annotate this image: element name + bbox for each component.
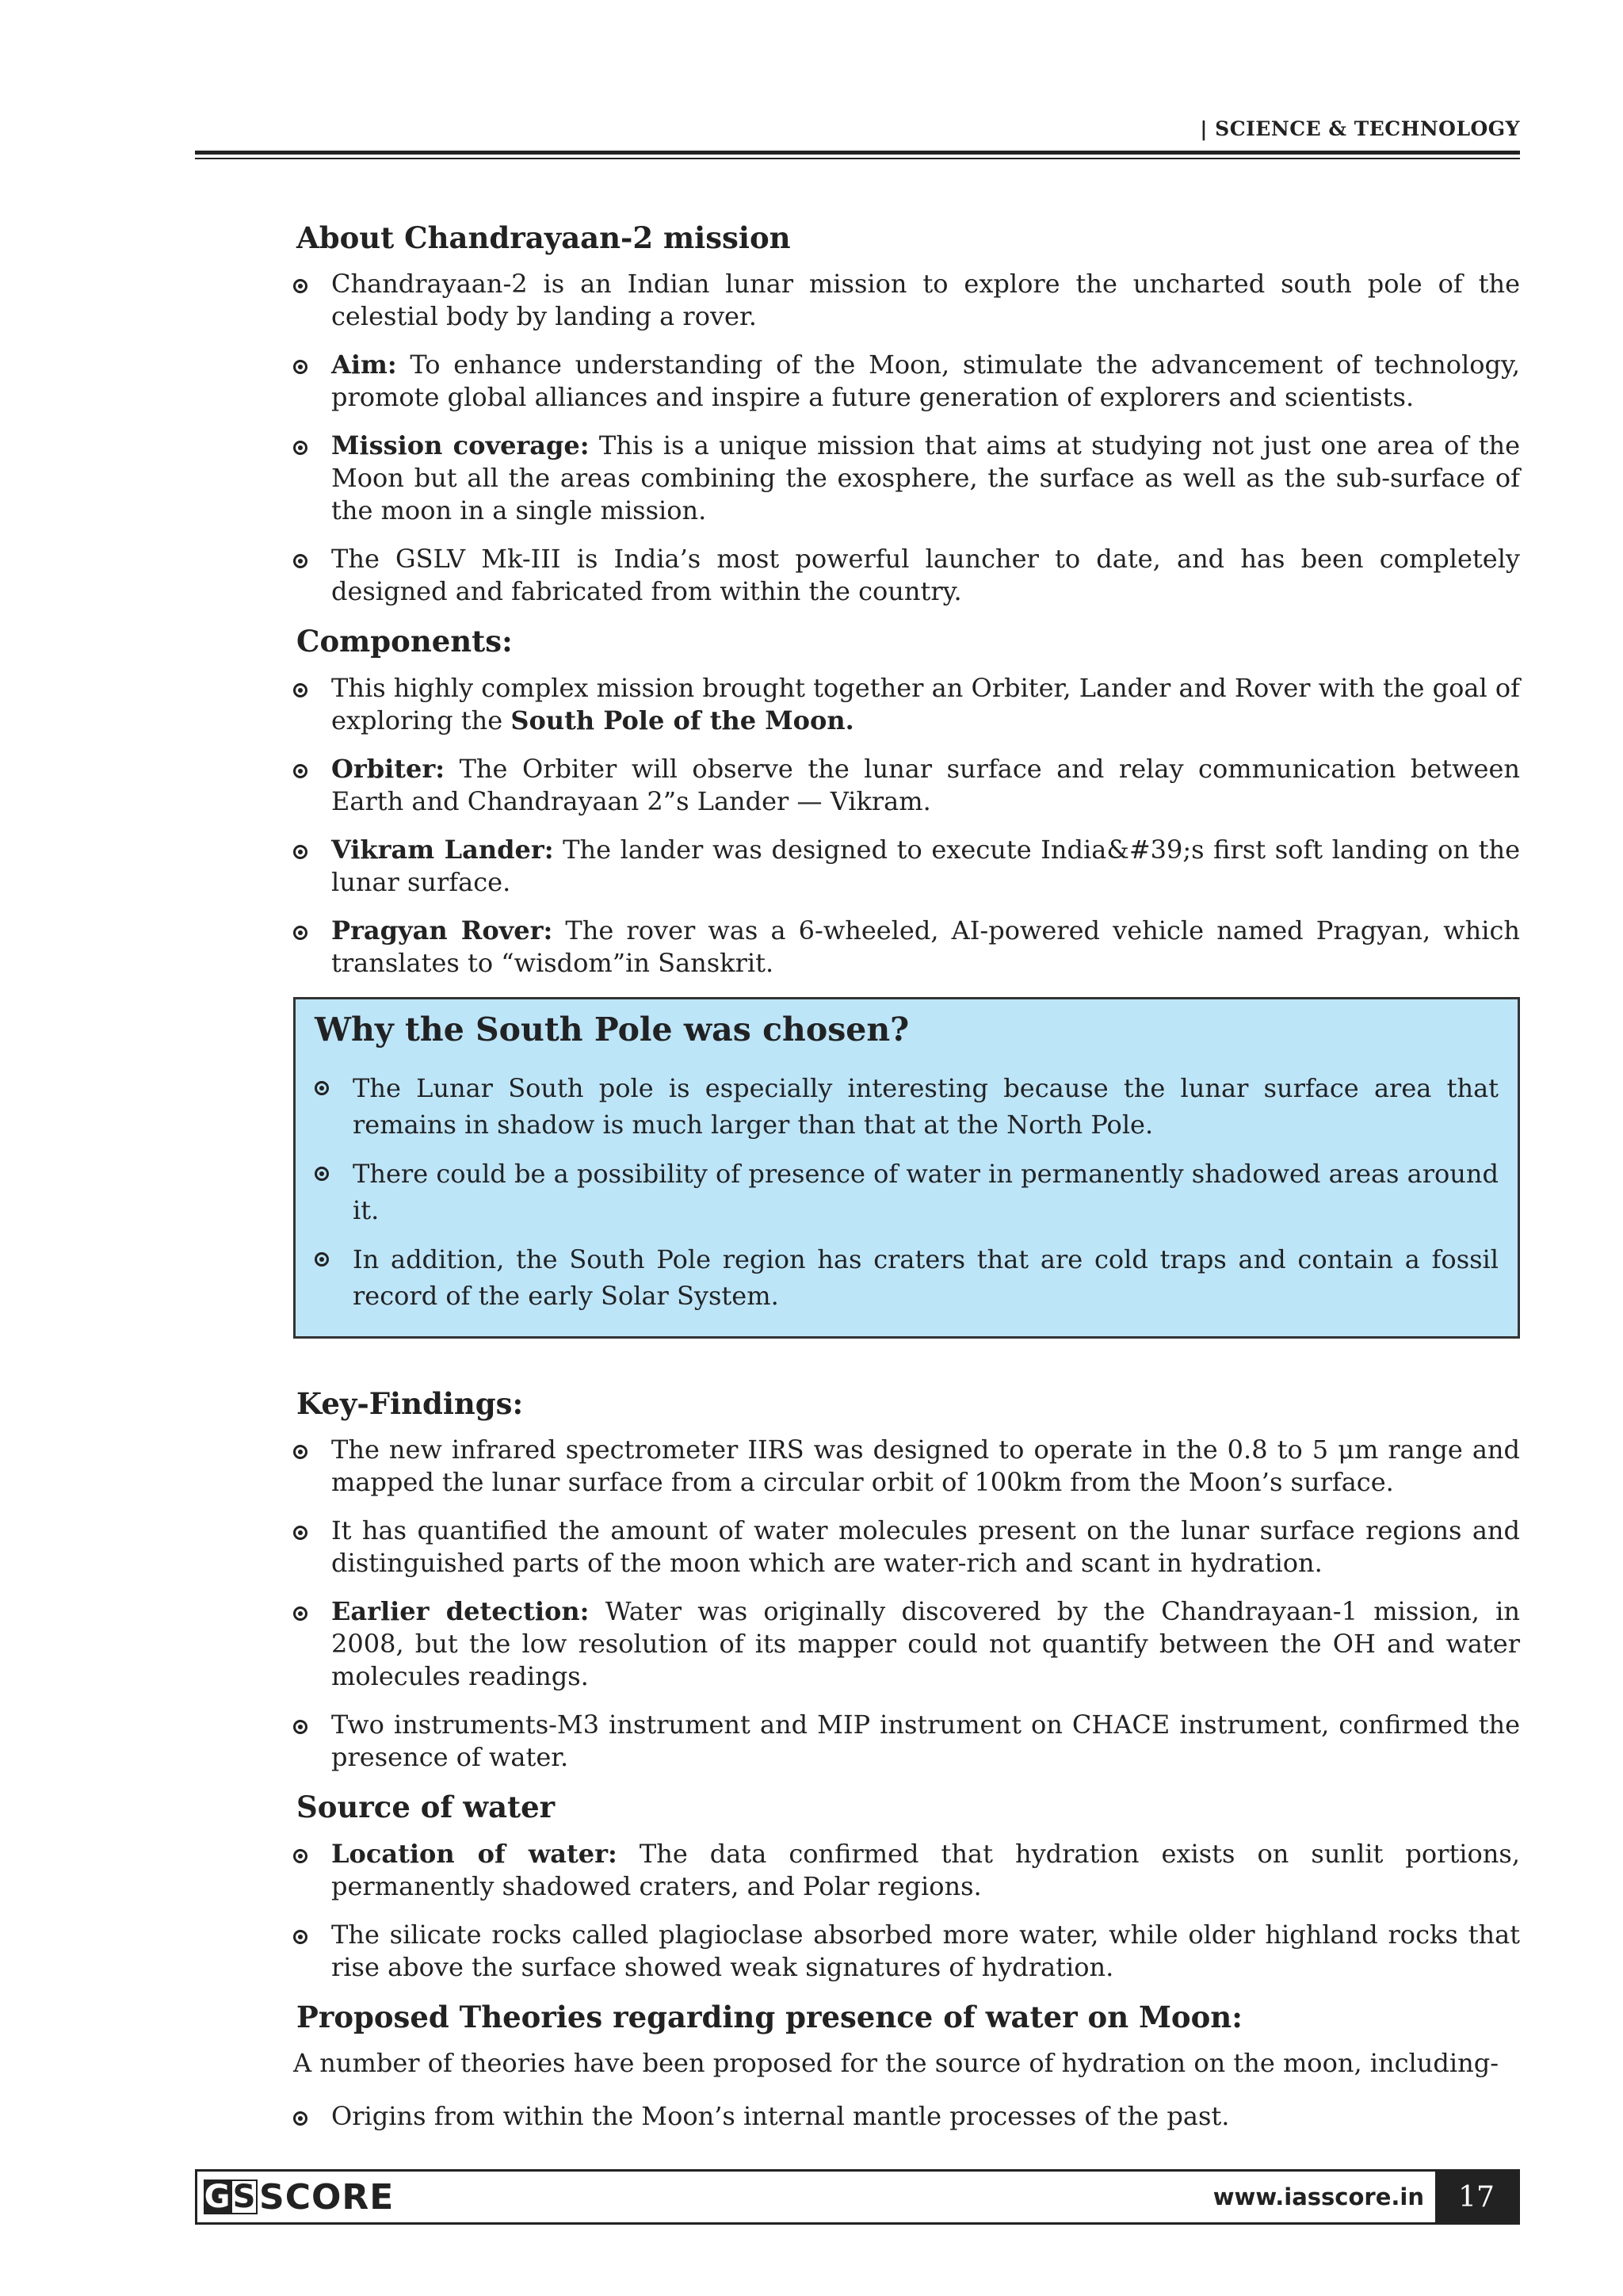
- list-item: [315, 1156, 1499, 1228]
- item-text: There could be a possibility of presence of water in permanently shadowed areas around it.: [353, 1158, 1499, 1225]
- gs-score-logo: [204, 2178, 394, 2216]
- item-text: In addition, the South Pole region has craters that are cold traps and contain a fossil record of the early Solar System.: [353, 1244, 1499, 1311]
- header-rule: [195, 151, 1520, 159]
- list-item: [293, 2100, 1520, 2133]
- item-lead: Orbiter:: [331, 753, 445, 784]
- item-text: Chandrayaan-2 is an Indian lunar mission to explore the uncharted south pole of the celestial body by landing a rover.: [331, 269, 1520, 332]
- bullet-icon: [293, 1526, 307, 1540]
- page-footer: [195, 2169, 1520, 2225]
- list-item: [293, 1838, 1520, 1903]
- item-text: To enhance understanding of the Moon, stimulate the advancement of technology, promote global alliances and inspire a future generation of explorers and scientists.: [331, 350, 1520, 413]
- bullet-icon: [293, 1606, 307, 1621]
- section-title-theories: Proposed Theories regarding presence of water on Moon:: [296, 1999, 1243, 2034]
- bullet-icon: [293, 845, 307, 859]
- list-item: [293, 672, 1520, 737]
- item-text: The Orbiter will observe the lunar surface and relay communication between Earth and Chandrayaan 2”s Lander — Vikram.: [331, 753, 1520, 816]
- bullet-icon: [293, 279, 307, 293]
- list-item: [293, 834, 1520, 899]
- findings-list: [293, 1434, 1520, 1774]
- bullet-icon: [315, 1252, 329, 1266]
- list-item: [293, 1595, 1520, 1693]
- item-lead: Earlier detection:: [331, 1596, 590, 1627]
- bullet-icon: [293, 554, 307, 568]
- list-item: [293, 543, 1520, 608]
- south-pole-callout-box: [293, 997, 1520, 1339]
- callout-title: Why the South Pole was chosen?: [315, 1010, 910, 1049]
- section-title-source-of-water: Source of water: [296, 1790, 556, 1825]
- item-text: The new infrared spectrometer IIRS was designed to operate in the 0.8 to 5 μm range and mapped the lunar surface from a circular orbit of 100km from the Moon’s surface.: [331, 1435, 1520, 1498]
- item-lead: Location of water:: [331, 1838, 617, 1869]
- list-item: [315, 1070, 1499, 1143]
- bullet-icon: [293, 683, 307, 697]
- logo-letter-g: G: [204, 2179, 231, 2215]
- item-emphasis: South Pole of the Moon.: [510, 705, 854, 735]
- item-lead: Pragyan Rover:: [331, 915, 553, 946]
- item-text: Origins from within the Moon’s internal mantle processes of the past.: [331, 2101, 1230, 2132]
- bullet-icon: [293, 1849, 307, 1863]
- bullet-icon: [293, 926, 307, 940]
- list-item: [315, 1241, 1499, 1314]
- list-item: [293, 753, 1520, 818]
- item-text: The lander was designed to execute India&#39;s first soft landing on the lunar surface.: [331, 834, 1521, 897]
- bullet-icon: [293, 1445, 307, 1459]
- item-text: It has quantified the amount of water molecules present on the lunar surface regions and distinguished parts of the moon which are water-rich and scant in hydration.: [331, 1515, 1520, 1579]
- item-lead: Aim:: [331, 350, 397, 380]
- list-item: [293, 1919, 1520, 1984]
- item-text: This is a unique mission that aims at studying not just one area of the Moon but all the areas combining the exosphere, the surface as well as the sub-surface of the moon in a single mission.: [331, 430, 1521, 526]
- section-title-about: About Chandrayaan-2 mission: [296, 220, 791, 255]
- item-text: The silicate rocks called plagioclase absorbed more water, while older highland rocks that rise above the surface showed weak signatures of hydration.: [331, 1919, 1520, 1982]
- about-list: [293, 268, 1520, 608]
- list-item: [293, 349, 1520, 414]
- bullet-icon: [293, 360, 307, 374]
- item-text: The data confirmed that hydration exists on sunlit portions, permanently shadowed craters, and Polar regions.: [331, 1838, 1521, 1901]
- list-item: [293, 1709, 1520, 1774]
- logo-letter-s: S: [231, 2179, 258, 2214]
- section-title-key-findings: Key-Findings:: [296, 1385, 524, 1421]
- item-lead: Vikram Lander:: [331, 834, 554, 865]
- list-item: [293, 430, 1520, 527]
- logo-word: SCORE: [259, 2176, 395, 2218]
- bullet-icon: [315, 1167, 329, 1181]
- list-item: [293, 915, 1520, 980]
- list-item: [293, 1434, 1520, 1499]
- list-item: [293, 268, 1520, 333]
- header-section-label: | SCIENCE & TECHNOLOGY: [1200, 117, 1520, 140]
- list-item: [293, 1515, 1520, 1580]
- item-lead: Mission coverage:: [331, 430, 590, 461]
- page-content: [293, 220, 1520, 2149]
- item-text: The Lunar South pole is especially interesting because the lunar surface area that remains in shadow is much larger than that at the North Pole.: [353, 1072, 1499, 1140]
- page-number: 17: [1435, 2172, 1518, 2222]
- item-text: Water was originally discovered by the Chandrayaan-1 mission, in 2008, but the low resolution of its mapper could not quantify between the OH and water molecules readings.: [331, 1596, 1521, 1692]
- website-url: www.iasscore.in: [1212, 2183, 1424, 2210]
- bullet-icon: [315, 1081, 329, 1095]
- source-list: [293, 1838, 1520, 1984]
- bullet-icon: [293, 1930, 307, 1944]
- theories-intro: A number of theories have been proposed for the source of hydration on the moon, including-: [293, 2048, 1499, 2079]
- bullet-icon: [293, 764, 307, 778]
- item-text: The rover was a 6-wheeled, AI-powered vehicle named Pragyan, which translates to “wisdom”in Sanskrit.: [331, 915, 1520, 978]
- item-text: Two instruments-M3 instrument and MIP instrument on CHACE instrument, confirmed the presence of water.: [331, 1710, 1520, 1773]
- bullet-icon: [293, 441, 307, 455]
- item-text: The GSLV Mk-III is India’s most powerful launcher to date, and has been completely designed and fabricated from within the country.: [331, 544, 1520, 607]
- bullet-icon: [293, 2111, 307, 2126]
- item-text: This highly complex mission brought together an Orbiter, Lander and Rover with the goal of exploring the: [331, 672, 1520, 735]
- components-list: [293, 672, 1520, 980]
- bullet-icon: [293, 1720, 307, 1734]
- section-title-components: Components:: [296, 624, 513, 659]
